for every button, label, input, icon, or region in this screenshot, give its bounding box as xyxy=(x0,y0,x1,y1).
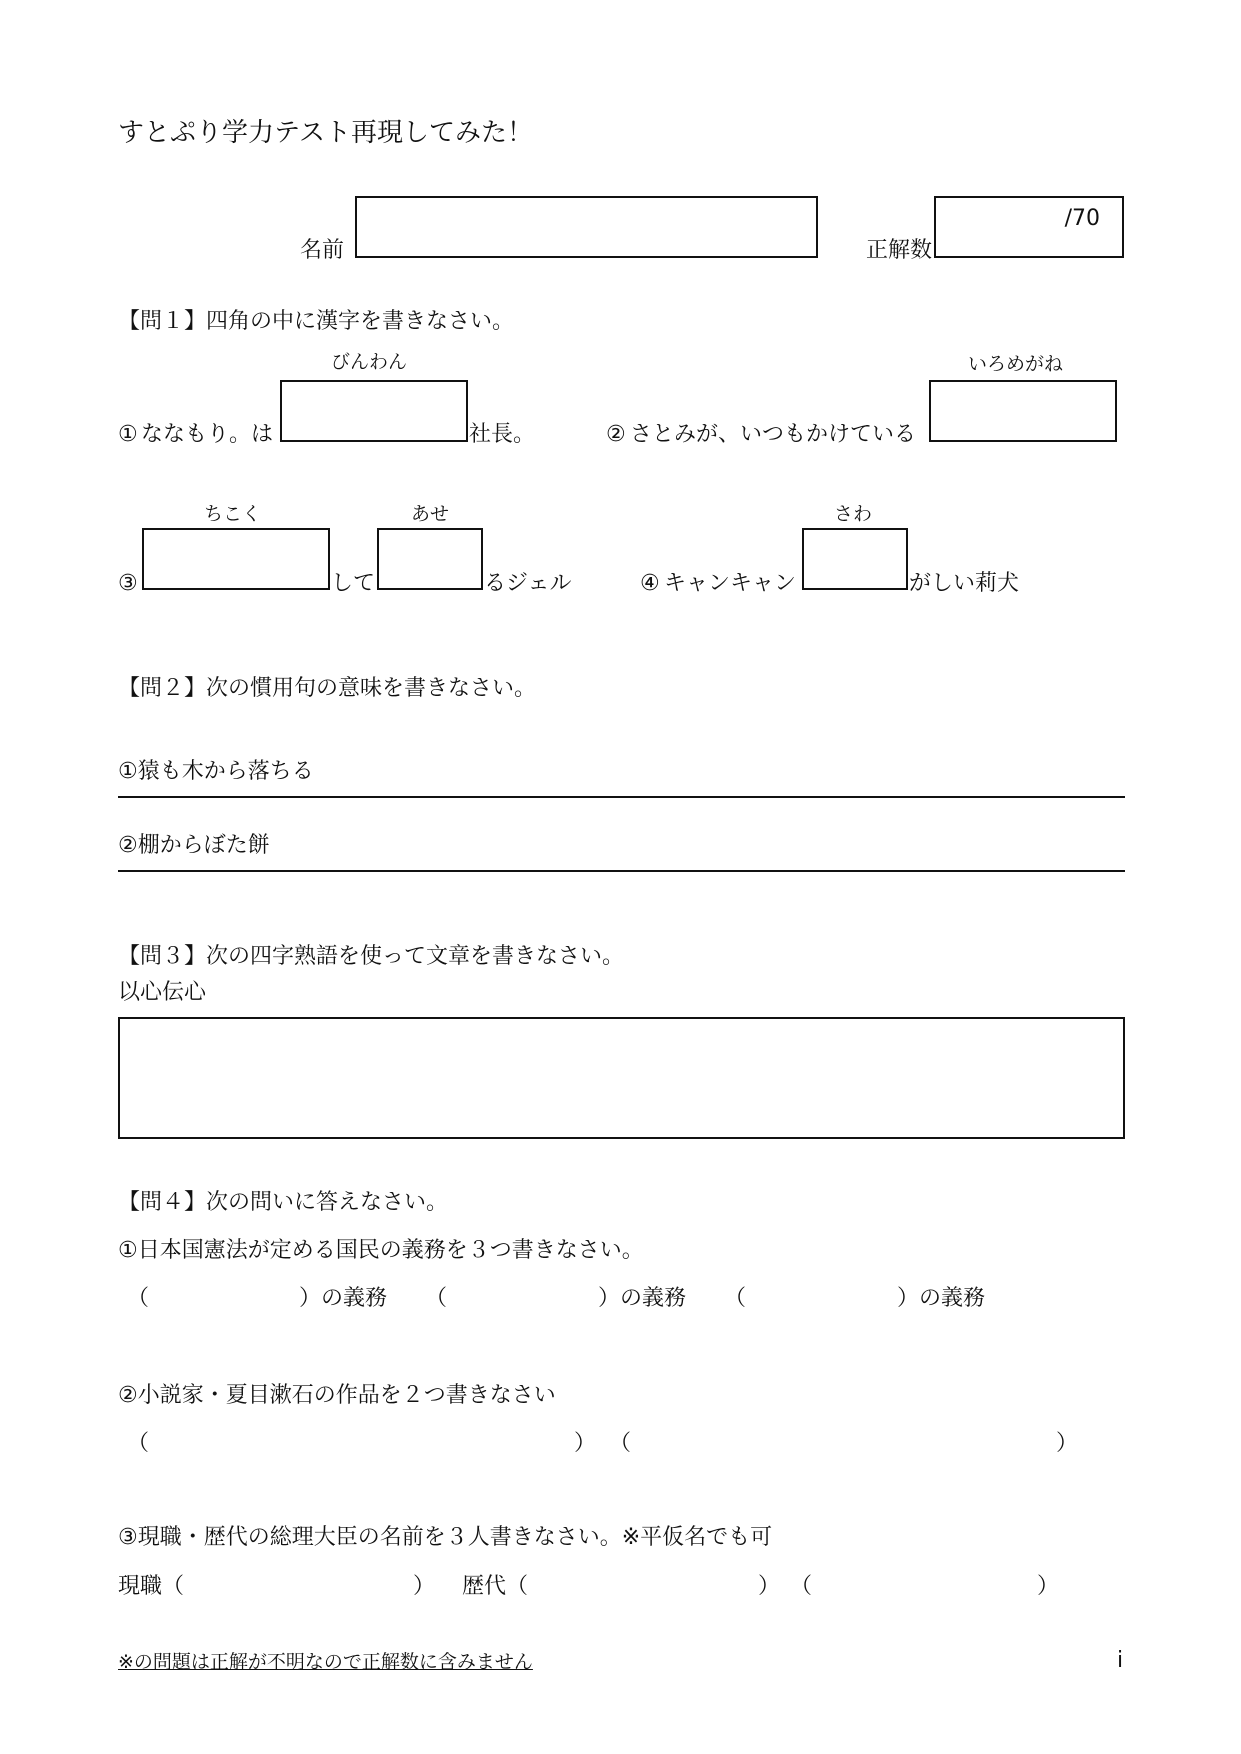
q1-item3-ruby2: あせ xyxy=(411,503,450,525)
q4-item2-open-2: （ xyxy=(609,1431,632,1456)
q1-item1-after: 社長。 xyxy=(469,422,536,447)
q4-item3-close-3: ） xyxy=(1037,1574,1060,1599)
q4-item1-suffix-1: ）の義務 xyxy=(299,1286,388,1311)
q1-item3-ruby1: ちこく xyxy=(204,503,262,525)
q4-item2-close-2: ） xyxy=(1056,1431,1079,1456)
q1-item4-before: キャンキャン xyxy=(664,571,797,596)
score-label: 正解数 xyxy=(866,238,933,263)
q4-item1-text: ①日本国憲法が定める国民の義務を３つ書きなさい。 xyxy=(118,1238,644,1263)
q4-item3-open-3: （ xyxy=(790,1574,813,1599)
q4-item2-open-1: （ xyxy=(127,1431,150,1456)
q4-item1-suffix-2: ）の義務 xyxy=(598,1286,687,1311)
q4-item1-answer-2[interactable] xyxy=(450,1280,597,1316)
page-title: すとぷり学力テスト再現してみた！ xyxy=(118,118,533,148)
q1-item3-answer-box2[interactable] xyxy=(377,528,483,590)
q4-item2-answer-1[interactable] xyxy=(152,1425,572,1461)
q4-item3-current-answer[interactable] xyxy=(190,1568,410,1604)
q4-item3-past-label: 歴代（ xyxy=(462,1574,529,1599)
q4-item3-past-answer-2[interactable] xyxy=(815,1568,1035,1604)
q1-item3-answer-box1[interactable] xyxy=(142,528,330,590)
name-field[interactable] xyxy=(355,196,818,258)
footer-note: ※の問題は正解が不明なので正解数に含みません xyxy=(118,1651,533,1673)
q3-word: 以心伝心 xyxy=(118,980,207,1005)
q2-item1-answer-line[interactable] xyxy=(118,796,1125,798)
q4-item2-close-1: ） xyxy=(574,1431,597,1456)
q4-item2-answer-2[interactable] xyxy=(634,1425,1054,1461)
q4-item1-answer-1[interactable] xyxy=(152,1280,297,1316)
q2-item2-answer-line[interactable] xyxy=(118,870,1125,872)
q1-item1-before: ななもり。は xyxy=(141,422,274,447)
q1-item1-num: ① xyxy=(118,422,138,447)
q3-heading: 【問３】次の四字熟語を使って文章を書きなさい。 xyxy=(118,944,625,969)
q4-item1-suffix-3: ）の義務 xyxy=(897,1286,986,1311)
q1-item3-after: るジェル xyxy=(484,571,572,596)
q1-item2-ruby: いろめがね xyxy=(968,353,1064,375)
q4-item3-past-answer-1[interactable] xyxy=(534,1568,756,1604)
page-number: i xyxy=(1117,1648,1124,1673)
q4-item2-text: ②小説家・夏目漱石の作品を２つ書きなさい xyxy=(118,1383,556,1408)
q1-item4-after: がしい莉犬 xyxy=(909,571,1020,596)
q1-heading: 【問１】四角の中に漢字を書きなさい。 xyxy=(118,309,515,334)
q1-item3-num: ③ xyxy=(118,571,138,596)
name-label: 名前 xyxy=(300,238,345,263)
q1-item4-num: ④ xyxy=(640,571,660,596)
q1-item1-answer-box[interactable] xyxy=(280,380,468,442)
score-total: /70 xyxy=(1064,206,1100,231)
q2-item1: ①猿も木から落ちる xyxy=(118,759,314,784)
q4-item1-open-2: （ xyxy=(425,1286,448,1311)
q4-item3-text: ③現職・歴代の総理大臣の名前を３人書きなさい。※平仮名でも可 xyxy=(118,1525,773,1550)
q3-answer-box[interactable] xyxy=(118,1017,1125,1139)
q4-item1-open-1: （ xyxy=(127,1286,150,1311)
q4-item3-close-1: ） xyxy=(413,1574,436,1599)
q4-item1-answer-3[interactable] xyxy=(749,1280,896,1316)
q2-item2: ②棚からぼた餅 xyxy=(118,833,270,858)
q1-item3-mid: して xyxy=(331,571,376,596)
q2-heading: 【問２】次の慣用句の意味を書きなさい。 xyxy=(118,676,537,701)
q4-heading: 【問４】次の問いに答えなさい。 xyxy=(118,1190,449,1215)
q1-item2-answer-box[interactable] xyxy=(929,380,1117,442)
q4-item3-current-label: 現職（ xyxy=(118,1574,185,1599)
score-field[interactable] xyxy=(934,196,1124,258)
q1-item2-num: ② xyxy=(606,422,626,447)
q1-item2-before: さとみが、いつもかけている xyxy=(630,422,917,447)
q1-item4-answer-box[interactable] xyxy=(802,528,908,590)
q4-item3-close-2: ） xyxy=(758,1574,781,1599)
q1-item4-ruby: さわ xyxy=(834,503,873,525)
q1-item1-ruby: びんわん xyxy=(331,351,408,373)
q4-item1-open-3: （ xyxy=(724,1286,747,1311)
